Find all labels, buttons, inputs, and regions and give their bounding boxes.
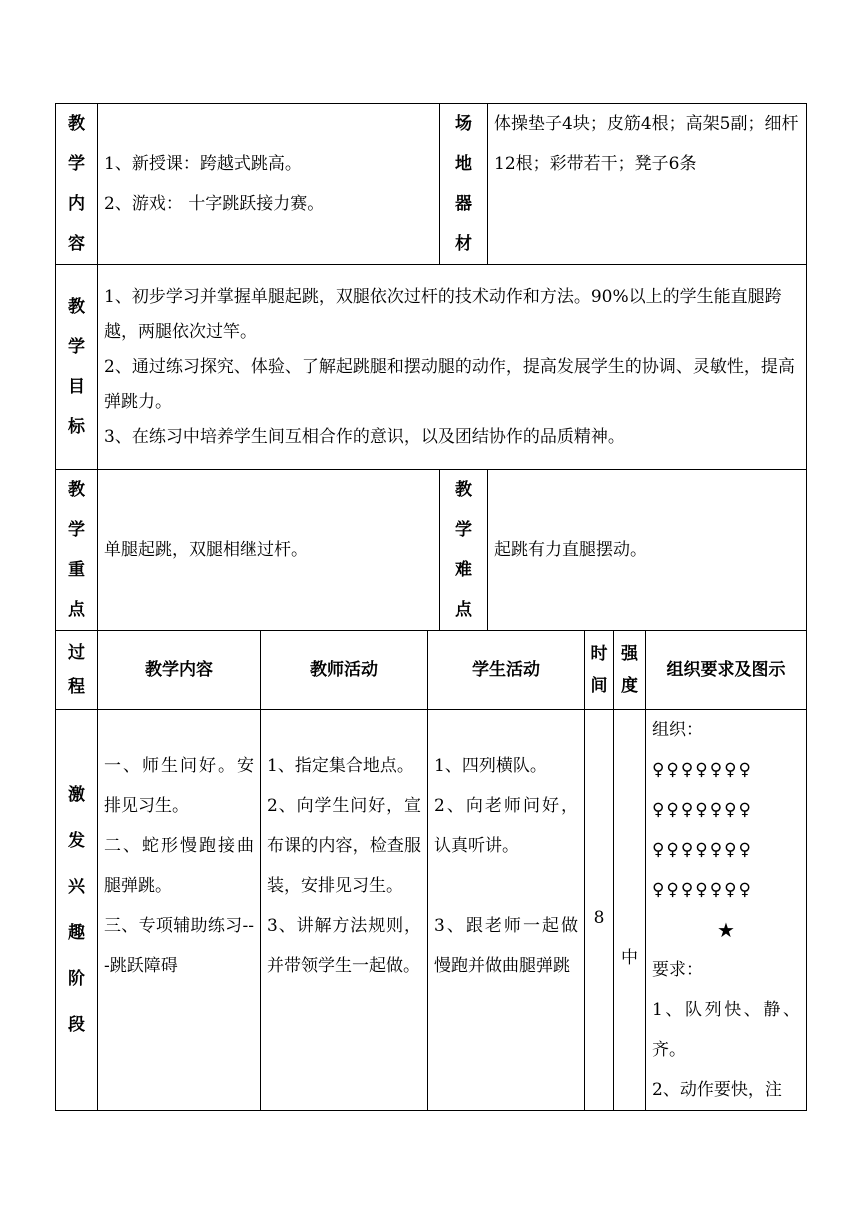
stage-content-item: 一、师生问好。安排见习生。 [104,756,254,816]
stage-label: 激 发 兴 趣 阶 段 [56,710,98,1111]
row-key-difficult [56,470,807,631]
student-activity-item: 2、向老师问好，认真听讲。 [434,796,578,856]
header-time: 时 间 [585,631,614,710]
label-venue-equipment: 场 地 器 材 [440,104,488,265]
teacher-activity-item: 3、讲解方法规则，并带领学生一起做。 [267,916,421,976]
row-teaching-content [56,104,807,265]
req-title: 要求： [652,960,703,980]
lesson-plan-table [55,103,807,1111]
teacher-star-icon: ★ [717,918,735,942]
header-organization: 组织要求及图示 [646,631,807,710]
stage-student-cell [428,710,585,1111]
content-item: 2、游戏： 十字跳跃接力赛。 [104,194,325,214]
content-item: 1、新授课：跨越式跳高。 [104,154,302,174]
formation-row: ♀♀♀♀♀♀♀ [652,880,753,900]
goal-item: 1、初步学习并掌握单腿起跳，双腿依次过杆的技术动作和方法。90%以上的学生能直腿跨越，两腿依次过竿。 [104,286,782,342]
formation-row: ♀♀♀♀♀♀♀ [652,800,753,820]
teaching-content-cell [98,104,440,265]
header-teacher: 教师活动 [261,631,428,710]
stage-intensity: 中 [614,710,646,1111]
key-point-text: 单腿起跳，双腿相继过杆。 [104,540,308,560]
process-header-row [56,631,807,710]
requirement-item: 1、队列快、静、齐。 [652,1000,800,1060]
header-student: 学生活动 [428,631,585,710]
student-activity-item: 3、跟老师一起做慢跑并做曲腿弹跳 [434,916,578,976]
label-teaching-content: 教 学 内 容 [56,104,98,265]
stage-content-item: 三、专项辅助练习---跳跃障碍 [104,916,254,976]
header-intensity: 强 度 [614,631,646,710]
header-process: 过 程 [56,631,98,710]
student-activity-item: 1、四列横队。 [434,756,547,776]
formation-row: ♀♀♀♀♀♀♀ [652,760,753,780]
goals-cell [98,265,807,470]
label-difficulty: 教 学 难 点 [440,470,488,631]
label-key-point: 教 学 重 点 [56,470,98,631]
header-content: 教学内容 [98,631,261,710]
formation-row: ♀♀♀♀♀♀♀ [652,840,753,860]
goal-item: 3、在练习中培养学生间互相合作的意识，以及团结协作的品质精神。 [104,426,625,447]
equipment-text: 体操垫子4块；皮筋4根；高架5副；细杆12根；彩带若干；凳子6条 [494,114,799,174]
key-point-cell [98,470,440,631]
teacher-activity-item: 2、向学生问好，宣布课的内容，检查服装，安排见习生。 [267,796,421,896]
stage-content-cell [98,710,261,1111]
goal-item: 2、通过练习探究、体验、了解起跳腿和摆动腿的动作，提高发展学生的协调、灵敏性，提高弹跳力。 [104,356,795,412]
org-title: 组织： [652,720,703,740]
equipment-cell [488,104,807,265]
stage-row [56,710,807,1111]
label-teaching-goals: 教 学 目 标 [56,265,98,470]
requirement-item: 2、动作要快，注 [652,1080,782,1100]
stage-time: 8 [585,710,614,1111]
row-teaching-goals [56,265,807,470]
difficulty-cell [488,470,807,631]
difficulty-text: 起跳有力直腿摆动。 [494,540,647,560]
stage-organization-cell [646,710,807,1111]
teacher-activity-item: 1、指定集合地点。 [267,756,414,776]
stage-content-item: 二、蛇形慢跑接曲腿弹跳。 [104,836,254,896]
stage-teacher-cell [261,710,428,1111]
